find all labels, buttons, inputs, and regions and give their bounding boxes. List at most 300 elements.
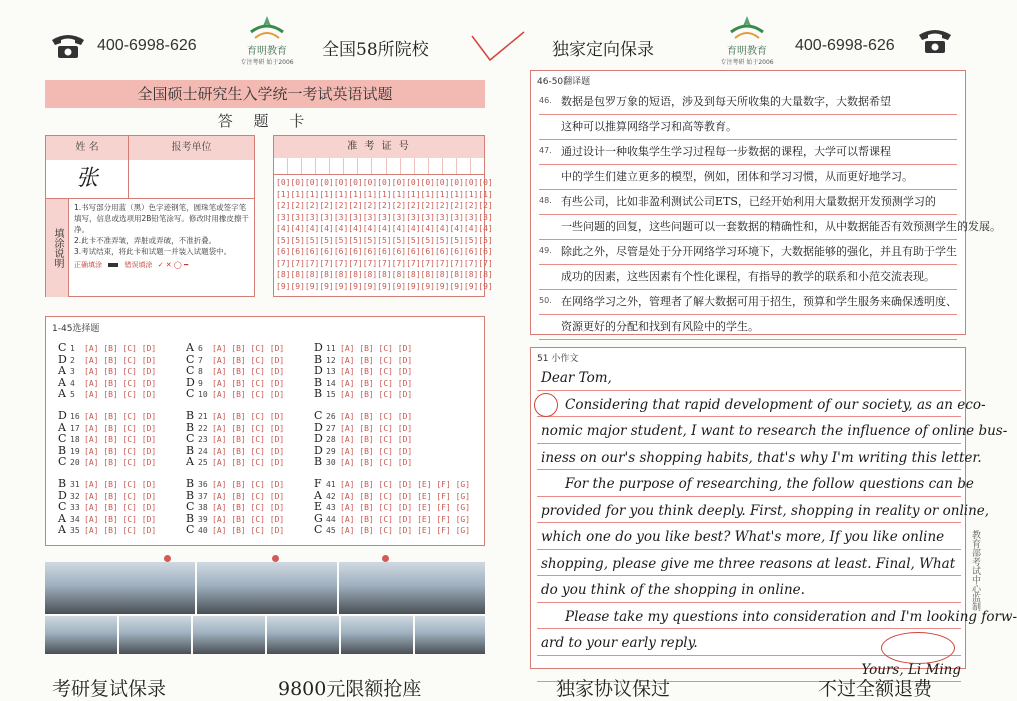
choice-block — [186, 411, 284, 469]
option-bubbles[interactable]: [A] [B] [C] [D] — [340, 458, 413, 467]
choice-row[interactable] — [186, 375, 285, 390]
handwritten-answer: C — [186, 364, 195, 377]
exam-digit-bubble[interactable]: [1] — [406, 189, 421, 199]
choice-row[interactable] — [314, 366, 412, 378]
exam-number-column — [363, 177, 377, 292]
exam-digit-bubble[interactable]: [8] — [348, 270, 363, 279]
exam-digit-bubble[interactable]: [1] — [276, 189, 291, 199]
essay-line: ard to your early reply. — [537, 629, 961, 656]
exam-digit-bubble[interactable]: [8] — [463, 270, 479, 279]
question-number: 22 — [198, 423, 208, 433]
exam-digit-bubble[interactable]: [9] — [434, 281, 450, 291]
exam-digit-bubble[interactable]: [4] — [276, 224, 291, 233]
exam-digit-bubble[interactable]: [9] — [362, 281, 378, 291]
exam-digit-bubble[interactable]: [7] — [304, 258, 320, 268]
choice-row[interactable] — [58, 420, 157, 435]
exam-digit-bubble[interactable]: [4] — [304, 224, 320, 233]
exam-digit-bubble[interactable]: [5] — [434, 235, 450, 245]
exam-digit-bubble[interactable]: [2] — [348, 201, 363, 210]
question-number: 2 — [70, 355, 75, 365]
option-bubbles[interactable]: [A] [B] [C] [D] — [340, 412, 413, 421]
choice-row[interactable] — [186, 434, 284, 446]
option-bubbles[interactable]: [A] [B] [C] [D] — [212, 367, 285, 376]
choice-row[interactable] — [186, 525, 284, 537]
exam-digit-bubble[interactable]: [0] — [406, 178, 421, 187]
option-bubbles[interactable]: [A] [B] [C] [D] — [340, 423, 413, 433]
option-bubbles[interactable]: [A] [B] [C] [D] — [212, 446, 285, 456]
exam-digit-bubble[interactable]: [5] — [362, 235, 378, 245]
exam-digit-bubble[interactable]: [8] — [478, 270, 493, 279]
exam-digit-bubble[interactable]: [3] — [406, 212, 421, 222]
choice-row[interactable] — [186, 511, 285, 526]
translation-item — [539, 90, 957, 140]
exam-digit-bubble[interactable]: [8] — [434, 270, 450, 279]
option-bubbles[interactable]: [A] [B] [C] [D] — [212, 423, 285, 433]
handwritten-answer: C — [314, 523, 323, 536]
choice-row[interactable] — [58, 411, 156, 423]
exam-digit-bubble[interactable]: [0] — [348, 178, 363, 187]
exam-digit-bubble[interactable]: [8] — [362, 270, 378, 279]
choice-row[interactable] — [314, 443, 413, 458]
exam-number-column — [435, 177, 449, 292]
question-number: 43 — [326, 503, 336, 512]
exam-digit-bubble[interactable]: [9] — [391, 281, 407, 291]
exam-digit-bubble[interactable]: [5] — [377, 235, 392, 245]
exam-digit-bubble[interactable]: [6] — [434, 247, 450, 256]
exam-digit-bubble[interactable]: [2] — [304, 201, 320, 210]
choice-row[interactable] — [186, 420, 285, 435]
exam-digit-bubble[interactable]: [3] — [276, 212, 291, 222]
exam-digit-bubble[interactable]: [6] — [333, 247, 349, 256]
exam-digit-bubble[interactable]: [7] — [434, 258, 450, 268]
exam-digit-bubble[interactable]: [1] — [391, 189, 407, 199]
exam-digit-bubble[interactable]: [6] — [362, 247, 378, 256]
choice-row[interactable] — [314, 457, 412, 469]
exam-digit-bubble[interactable]: [1] — [434, 189, 450, 199]
exam-digit-bubble[interactable]: [8] — [290, 270, 305, 279]
option-bubbles[interactable]: [A] [B] [C] [D] [E] [F] [G] — [340, 526, 471, 535]
exam-digit-bubble[interactable]: [0] — [319, 178, 334, 187]
option-bubbles[interactable]: [A] [B] [C] [D] — [84, 367, 157, 376]
handwritten-answer: B — [186, 488, 195, 502]
choice-row[interactable] — [58, 434, 156, 446]
exam-digit-bubble[interactable]: [7] — [348, 258, 363, 268]
exam-digit-bubble[interactable]: [9] — [406, 281, 421, 291]
exam-digit-bubble[interactable]: [5] — [304, 235, 320, 245]
option-bubbles[interactable]: [A] [B] [C] [D] — [84, 344, 157, 353]
exam-digit-bubble[interactable]: [9] — [449, 281, 464, 291]
choice-row[interactable] — [314, 434, 412, 446]
translation-item — [539, 190, 1001, 240]
exam-digit-bubble[interactable]: [9] — [276, 281, 291, 291]
choice-block — [186, 479, 284, 537]
classroom-photo — [197, 562, 337, 614]
exam-digit-bubble[interactable]: [4] — [463, 224, 479, 233]
question-number: 1 — [70, 344, 75, 353]
exam-digit-bubble[interactable]: [4] — [290, 224, 305, 233]
question-number: 8 — [198, 367, 203, 376]
choice-row[interactable] — [314, 389, 412, 401]
exam-digit-bubble[interactable]: [6] — [406, 247, 421, 256]
exam-digit-bubble[interactable]: [8] — [420, 270, 435, 279]
classroom-photo — [341, 616, 413, 654]
option-bubbles[interactable]: [A] [B] [C] [D] [E] [F] [G] — [340, 480, 471, 489]
option-bubbles[interactable]: [A] [B] [C] [D] — [84, 423, 157, 433]
exam-digit-bubble[interactable]: [7] — [463, 258, 479, 268]
exam-digit-bubble[interactable]: [4] — [420, 224, 435, 233]
option-bubbles[interactable]: [A] [B] [C] [D] — [340, 435, 413, 444]
choice-row[interactable] — [58, 443, 157, 458]
choice-row[interactable] — [186, 366, 284, 378]
choice-row[interactable] — [314, 502, 470, 514]
exam-digit-bubble[interactable]: [6] — [449, 247, 464, 256]
exam-digit-bubble[interactable]: [0] — [478, 178, 493, 187]
handwritten-answer: A — [58, 375, 66, 389]
exam-digit-bubble[interactable]: [1] — [290, 189, 305, 199]
choice-row[interactable] — [58, 366, 156, 378]
exam-digit-bubble[interactable]: [4] — [319, 224, 334, 233]
exam-digit-bubble[interactable]: [7] — [290, 258, 305, 268]
exam-digit-bubble[interactable]: [3] — [348, 212, 363, 222]
translation-line: 有些公司，比如非盈利测试公司ETS，已经开始利用大量数据开发预测学习的 — [539, 190, 957, 215]
exam-digit-bubble[interactable]: [2] — [478, 201, 493, 210]
exam-digit-bubble[interactable]: [3] — [478, 212, 493, 222]
exam-digit-bubble[interactable]: [2] — [290, 201, 305, 210]
exam-digit-bubble[interactable]: [0] — [362, 178, 378, 187]
option-bubbles[interactable]: [A] [B] [C] [D] — [340, 367, 413, 376]
choice-row[interactable] — [58, 511, 157, 526]
exam-digit-bubble[interactable]: [6] — [276, 247, 291, 256]
choice-row[interactable] — [58, 457, 156, 469]
exam-digit-bubble[interactable]: [9] — [463, 281, 479, 291]
correct-fill-label: 正确填涂 — [74, 261, 102, 269]
exam-digit-bubble[interactable]: [8] — [377, 270, 392, 279]
handwritten-answer: D — [58, 488, 67, 502]
option-bubbles[interactable]: [A] [B] [C] [D] — [84, 503, 157, 512]
exam-digit-bubble[interactable]: [9] — [319, 281, 334, 291]
exam-digit-bubble[interactable]: [3] — [463, 212, 479, 222]
choice-row[interactable] — [58, 488, 157, 503]
option-bubbles[interactable]: [A] [B] [C] [D] — [84, 514, 157, 524]
option-bubbles[interactable]: [A] [B] [C] [D] [E] [F] [G] — [340, 503, 471, 512]
exam-digit-bubble[interactable]: [1] — [362, 189, 378, 199]
exam-digit-bubble[interactable]: [3] — [362, 212, 378, 222]
exam-digit-bubble[interactable]: [4] — [406, 224, 421, 233]
exam-digit-bubble[interactable]: [8] — [333, 270, 349, 279]
exam-number-box — [273, 135, 493, 297]
choice-row[interactable] — [314, 352, 413, 367]
question-number: 21 — [198, 412, 208, 421]
exam-digit-bubble[interactable]: [1] — [304, 189, 320, 199]
option-bubbles[interactable]: [A] [B] [C] [D] — [212, 355, 285, 365]
option-bubbles[interactable]: [A] [B] [C] [D] — [84, 378, 157, 388]
exam-digit-bubble[interactable]: [1] — [449, 189, 464, 199]
choice-row[interactable] — [314, 420, 413, 435]
option-bubbles[interactable]: [A] [B] [C] [D] — [84, 412, 157, 421]
exam-digit-bubble[interactable]: [3] — [449, 212, 464, 222]
exam-digit-bubble[interactable]: [3] — [377, 212, 392, 222]
choice-bubble-grid — [58, 343, 478, 543]
exam-digit-bubble[interactable]: [4] — [362, 224, 378, 233]
exam-digit-bubble[interactable]: [9] — [420, 281, 435, 291]
handwritten-answer: C — [186, 352, 195, 366]
exam-number-column — [421, 177, 435, 292]
footer-slogan-right1: 独家协议保过 — [556, 678, 671, 700]
exam-number-column — [290, 177, 304, 292]
option-bubbles[interactable]: [A] [B] [C] [D] — [212, 526, 285, 535]
choice-row[interactable] — [58, 343, 156, 355]
choice-row[interactable] — [58, 479, 156, 491]
exam-digit-bubble[interactable]: [2] — [420, 201, 435, 210]
option-bubbles[interactable]: [A] [B] [C] [D] — [212, 344, 285, 353]
exam-digit-bubble[interactable]: [7] — [333, 258, 349, 268]
handwritten-answer: A — [58, 511, 66, 525]
choice-row[interactable] — [186, 389, 284, 401]
choice-block — [314, 343, 412, 401]
exam-number-column — [464, 177, 478, 292]
exam-digit-bubble[interactable]: [2] — [362, 201, 378, 210]
option-bubbles[interactable]: [A] [B] [C] [D] — [212, 435, 285, 444]
exam-digit-bubble[interactable]: [0] — [391, 178, 407, 187]
exam-digit-bubble[interactable]: [2] — [333, 201, 349, 210]
brand-logo-left — [232, 14, 302, 70]
choice-block — [314, 479, 470, 537]
exam-digit-bubble[interactable]: [7] — [478, 258, 493, 268]
exam-digit-bubble[interactable]: [5] — [348, 235, 363, 245]
exam-digit-bubble[interactable]: [2] — [391, 201, 407, 210]
exam-digit-bubble[interactable]: [5] — [478, 235, 493, 245]
option-bubbles[interactable]: [A] [B] [C] [D] — [84, 446, 157, 456]
option-bubbles[interactable]: [A] [B] [C] [D] — [340, 390, 413, 399]
option-bubbles[interactable]: [A] [B] [C] [D] [E] [F] [G] — [340, 491, 471, 501]
exam-digit-bubble[interactable]: [1] — [420, 189, 435, 199]
exam-digit-bubble[interactable]: [7] — [406, 258, 421, 268]
choice-row[interactable] — [58, 352, 157, 367]
exam-digit-bubble[interactable]: [6] — [348, 247, 363, 256]
exam-digit-bubble[interactable]: [3] — [420, 212, 435, 222]
choice-row[interactable] — [314, 511, 471, 526]
phone-icon — [48, 30, 88, 60]
exam-digit-bubble[interactable]: [5] — [391, 235, 407, 245]
essay-signature: Yours, Li Ming — [537, 656, 961, 683]
option-bubbles[interactable]: [A] [B] [C] [D] — [340, 378, 413, 388]
option-bubbles[interactable]: [A] [B] [C] [D] — [212, 480, 285, 489]
exam-digit-bubble[interactable]: [0] — [333, 178, 349, 187]
choice-row[interactable] — [314, 488, 471, 503]
name-field[interactable]: 张 — [46, 160, 129, 198]
exam-digit-bubble[interactable]: [9] — [333, 281, 349, 291]
exam-digit-bubble[interactable]: [0] — [420, 178, 435, 187]
exam-digit-bubble[interactable]: [3] — [333, 212, 349, 222]
question-number: 19 — [70, 446, 80, 456]
exam-digit-bubble[interactable]: [5] — [276, 235, 291, 245]
handwritten-answer: B — [186, 443, 195, 457]
exam-digit-bubble[interactable]: [0] — [304, 178, 320, 187]
handwritten-answer: C — [186, 432, 195, 445]
option-bubbles[interactable]: [A] [B] [C] [D] — [212, 390, 285, 399]
choice-row[interactable] — [186, 488, 285, 503]
choice-row[interactable] — [186, 443, 285, 458]
exam-digit-bubble[interactable]: [3] — [391, 212, 407, 222]
classroom-photo — [45, 616, 117, 654]
exam-digit-bubble[interactable]: [5] — [420, 235, 435, 245]
exam-digit-bubble[interactable]: [4] — [391, 224, 407, 233]
exam-digit-bubble[interactable]: [1] — [377, 189, 392, 199]
exam-digit-bubble[interactable]: [4] — [348, 224, 363, 233]
exam-digit-bubble[interactable]: [9] — [348, 281, 363, 291]
choice-row[interactable] — [186, 479, 284, 491]
option-bubbles[interactable]: [A] [B] [C] [D] — [212, 514, 285, 524]
exam-digit-bubble[interactable]: [0] — [463, 178, 479, 187]
exam-digit-bubble[interactable]: [6] — [478, 247, 493, 256]
option-bubbles[interactable]: [A] [B] [C] [D] — [84, 458, 157, 467]
exam-digit-bubble[interactable]: [5] — [290, 235, 305, 245]
option-bubbles[interactable]: [A] [B] [C] [D] — [84, 355, 157, 365]
option-bubbles[interactable]: [A] [B] [C] [D] [E] [F] [G] — [340, 514, 471, 524]
question-number: 16 — [70, 412, 80, 421]
question-number: 37 — [198, 491, 208, 501]
option-bubbles[interactable]: [A] [B] [C] [D] — [84, 435, 157, 444]
choice-row[interactable] — [58, 375, 157, 390]
exam-digit-bubble[interactable]: [8] — [304, 270, 320, 279]
choice-row[interactable] — [58, 389, 156, 401]
exam-digit-bubble[interactable]: [1] — [319, 189, 334, 199]
exam-digit-bubble[interactable]: [4] — [377, 224, 392, 233]
exam-digit-bubble[interactable]: [6] — [304, 247, 320, 256]
exam-digit-bubble[interactable]: [2] — [276, 201, 291, 210]
choice-row[interactable] — [314, 375, 413, 390]
option-bubbles[interactable]: [A] [B] [C] [D] — [84, 480, 157, 489]
exam-number-column — [348, 177, 362, 292]
handwritten-answer: D — [314, 341, 323, 354]
exam-digit-bubble[interactable]: [3] — [434, 212, 450, 222]
exam-digit-bubble[interactable]: [2] — [377, 201, 392, 210]
option-bubbles[interactable]: [A] [B] [C] [D] — [340, 355, 413, 365]
question-number: 40 — [198, 526, 208, 535]
exam-digit-bubble[interactable]: [6] — [377, 247, 392, 256]
exam-digit-bubble[interactable]: [6] — [463, 247, 479, 256]
question-number: 44 — [326, 514, 336, 524]
exam-digit-bubble[interactable]: [0] — [449, 178, 464, 187]
exam-digit-bubble[interactable]: [2] — [434, 201, 450, 210]
question-number: 17 — [70, 423, 80, 433]
translation-item — [539, 290, 957, 340]
exam-digit-bubble[interactable]: [2] — [406, 201, 421, 210]
choice-row[interactable] — [186, 411, 284, 423]
exam-digit-bubble[interactable]: [1] — [463, 189, 479, 199]
exam-digit-bubble[interactable]: [0] — [276, 178, 291, 187]
option-bubbles[interactable]: [A] [B] [C] [D] — [340, 344, 413, 353]
exam-digit-bubble[interactable]: [6] — [391, 247, 407, 256]
exam-digit-bubble[interactable]: [9] — [304, 281, 320, 291]
exam-digit-bubble[interactable]: [0] — [377, 178, 392, 187]
choice-row[interactable] — [314, 479, 470, 491]
choice-row[interactable] — [314, 525, 470, 537]
exam-digit-bubble[interactable]: [1] — [333, 189, 349, 199]
choice-row[interactable] — [58, 525, 156, 537]
exam-digit-bubble[interactable]: [0] — [434, 178, 450, 187]
choice-row[interactable] — [314, 411, 412, 423]
exam-digit-bubble[interactable]: [2] — [319, 201, 334, 210]
exam-digit-bubble[interactable]: [8] — [449, 270, 464, 279]
exam-digit-bubble[interactable]: [7] — [377, 258, 392, 268]
exam-digit-bubble[interactable]: [5] — [333, 235, 349, 245]
handwritten-answer: C — [314, 409, 323, 422]
option-bubbles[interactable]: [A] [B] [C] [D] — [212, 491, 285, 501]
question-number: 10 — [198, 390, 208, 399]
slogan-left: 全国58所院校 — [322, 40, 429, 60]
option-bubbles[interactable]: [A] [B] [C] [D] — [84, 491, 157, 501]
choice-block — [58, 411, 156, 469]
exam-digit-bubble[interactable]: [2] — [463, 201, 479, 210]
phone-number-left: 400-6998-626 — [97, 37, 197, 54]
exam-digit-bubble[interactable]: [3] — [319, 212, 334, 222]
translation-number: 50. — [539, 296, 552, 305]
option-bubbles[interactable]: [A] [B] [C] [D] — [212, 378, 285, 388]
exam-digit-bubble[interactable]: [8] — [319, 270, 334, 279]
translation-line: 成功的因素，这些因素有个性化课程，有指导的教学的联系和小范交流表现。 — [539, 265, 957, 290]
exam-digit-bubble[interactable]: [4] — [478, 224, 493, 233]
exam-digit-bubble[interactable]: [1] — [478, 189, 493, 199]
exam-digit-bubble[interactable]: [9] — [290, 281, 305, 291]
exam-digit-bubble[interactable]: [3] — [290, 212, 305, 222]
exam-digit-bubble[interactable]: [3] — [304, 212, 320, 222]
exam-digit-bubble[interactable]: [8] — [391, 270, 407, 279]
option-bubbles[interactable]: [A] [B] [C] [D] — [212, 503, 285, 512]
choice-row[interactable] — [186, 457, 284, 469]
exam-digit-bubble[interactable]: [6] — [319, 247, 334, 256]
exam-digit-bubble[interactable]: [5] — [406, 235, 421, 245]
exam-digit-bubble[interactable]: [6] — [290, 247, 305, 256]
exam-digit-bubble[interactable]: [9] — [377, 281, 392, 291]
choice-row[interactable] — [58, 502, 156, 514]
exam-digit-bubble[interactable]: [7] — [319, 258, 334, 268]
exam-digit-bubble[interactable]: [0] — [290, 178, 305, 187]
exam-digit-bubble[interactable]: [7] — [276, 258, 291, 268]
exam-digit-bubble[interactable]: [2] — [449, 201, 464, 210]
exam-digit-bubble[interactable]: [8] — [406, 270, 421, 279]
option-bubbles[interactable]: [A] [B] [C] [D] — [212, 412, 285, 421]
option-bubbles[interactable]: [A] [B] [C] [D] — [84, 390, 157, 399]
translation-number: 49. — [539, 246, 552, 255]
exam-digit-bubble[interactable]: [9] — [478, 281, 493, 291]
exam-digit-bubble[interactable]: [5] — [319, 235, 334, 245]
exam-digit-bubble[interactable]: [6] — [420, 247, 435, 256]
exam-digit-bubble[interactable]: [7] — [420, 258, 435, 268]
essay-title: 51 小作文 — [537, 354, 579, 364]
exam-digit-bubble[interactable]: [4] — [449, 224, 464, 233]
option-bubbles[interactable]: [A] [B] [C] [D] — [340, 446, 413, 456]
unit-field[interactable] — [129, 160, 254, 198]
question-number: 29 — [326, 446, 336, 456]
exam-digit-bubble[interactable]: [5] — [449, 235, 464, 245]
exam-digit-bubble[interactable]: [8] — [276, 270, 291, 279]
option-bubbles[interactable]: [A] [B] [C] [D] — [212, 458, 285, 467]
choice-row[interactable] — [186, 502, 284, 514]
exam-digit-bubble[interactable]: [4] — [333, 224, 349, 233]
exam-digit-bubble[interactable]: [7] — [362, 258, 378, 268]
choice-row[interactable] — [314, 343, 412, 355]
exam-digit-bubble[interactable]: [7] — [449, 258, 464, 268]
exam-digit-bubble[interactable]: [1] — [348, 189, 363, 199]
choice-row[interactable] — [186, 343, 284, 355]
exam-digit-bubble[interactable]: [5] — [463, 235, 479, 245]
classroom-photo — [339, 562, 485, 614]
exam-digit-bubble[interactable]: [4] — [434, 224, 450, 233]
choice-row[interactable] — [186, 352, 285, 367]
exam-digit-bubble[interactable]: [7] — [391, 258, 407, 268]
option-bubbles[interactable]: [A] [B] [C] [D] — [84, 526, 157, 535]
